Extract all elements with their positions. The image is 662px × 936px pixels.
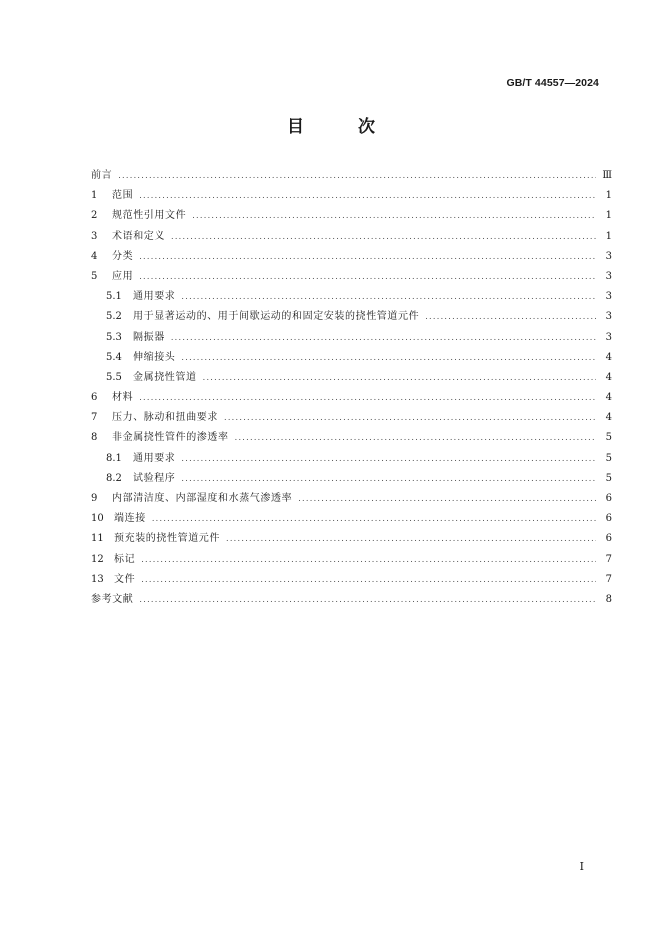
toc-leader-dots	[181, 348, 596, 368]
toc-entry-label: 伸缩接头	[133, 351, 176, 363]
toc-leader-dots	[118, 166, 596, 186]
toc-entry-number: 1	[91, 190, 98, 202]
toc-entry[interactable]	[91, 368, 612, 388]
toc-entry[interactable]	[91, 590, 612, 610]
toc-leader-dots	[139, 388, 596, 408]
toc-entry-label: 隔振器	[133, 331, 165, 343]
toc-entry-label: 规范性引用文件	[112, 210, 187, 222]
toc-leader-dots	[171, 227, 596, 247]
toc-entry-page: Ⅲ	[602, 170, 612, 181]
toc-entry-label: 试验程序	[133, 472, 176, 484]
toc-entry[interactable]	[91, 166, 612, 186]
toc-leader-dots	[181, 287, 596, 307]
toc-leader-dots	[152, 509, 596, 529]
toc-entry-number: 2	[91, 210, 98, 222]
toc-entry-number: 8	[91, 432, 98, 444]
toc-entry[interactable]	[91, 428, 612, 448]
toc-leader-dots	[181, 449, 596, 469]
toc-leader-dots	[141, 550, 596, 570]
toc-entry-label: 非金属挠性管件的渗透率	[112, 432, 229, 444]
toc-entry[interactable]	[91, 267, 612, 287]
toc-entry-number: 13	[91, 573, 104, 585]
toc-entry-number: 5.5	[106, 371, 122, 383]
toc-entry[interactable]	[91, 307, 612, 327]
toc-leader-dots	[425, 307, 596, 327]
toc-entry[interactable]	[91, 348, 612, 368]
toc-entry-label: 文件	[114, 573, 136, 585]
toc-leader-dots	[235, 428, 596, 448]
toc-entry-page: 6	[605, 513, 612, 525]
toc-entry-label: 用于显著运动的、用于间歇运动的和固定安装的挠性管道元件	[133, 311, 420, 323]
toc-entry-page: 6	[605, 493, 612, 504]
toc-entry-number: 4	[91, 250, 98, 262]
toc-entry[interactable]	[91, 489, 612, 509]
toc-entry-page: 3	[605, 331, 612, 343]
toc-entry-label: 内部清洁度、内部湿度和水蒸气渗透率	[112, 493, 293, 504]
toc-entry-label: 分类	[112, 250, 134, 262]
toc-entry-number: 5.2	[106, 311, 122, 323]
toc-entry-label: 材料	[112, 392, 134, 404]
toc-entry-page: 1	[605, 230, 612, 242]
toc-entry-page: 3	[605, 291, 612, 303]
toc-entry-page: 4	[605, 392, 612, 404]
toc-entry-label: 应用	[112, 270, 134, 282]
toc-entry[interactable]	[91, 388, 612, 408]
toc-entry[interactable]	[91, 570, 612, 590]
toc-leader-dots	[139, 590, 596, 610]
toc-leader-dots	[171, 328, 596, 348]
toc-entry[interactable]	[91, 469, 612, 489]
toc-entry-label: 通用要求	[133, 452, 176, 464]
toc-entry-page: 3	[605, 311, 612, 323]
toc-entry-page: 5	[605, 472, 612, 484]
toc-leader-dots	[226, 529, 596, 549]
toc-entry-label: 预充装的挠性管道元件	[114, 533, 220, 545]
toc-entry-label: 术语和定义	[112, 230, 165, 242]
toc-entry-page: 3	[605, 270, 612, 282]
toc-entry[interactable]	[91, 227, 612, 247]
toc-entry-number: 9	[91, 493, 98, 504]
toc-entry-label: 前言	[91, 170, 113, 181]
toc-entry[interactable]	[91, 449, 612, 469]
toc-entry-label: 标记	[114, 553, 136, 565]
toc-entry-number: 5.3	[106, 331, 122, 343]
toc-entry-page: 7	[605, 553, 612, 565]
toc-entry-label: 金属挠性管道	[133, 371, 197, 383]
toc-entry-number: 8.2	[106, 472, 122, 484]
toc-leader-dots	[139, 247, 596, 267]
page-title: 目 次	[287, 117, 399, 137]
toc-entry-number: 6	[91, 392, 98, 404]
toc-leader-dots	[181, 469, 596, 489]
toc-leader-dots	[224, 408, 596, 428]
toc-entry-number: 5	[91, 270, 98, 282]
table-of-contents	[91, 166, 612, 610]
toc-leader-dots	[139, 267, 596, 287]
toc-entry-page: 4	[605, 412, 612, 424]
toc-leader-dots	[298, 489, 596, 509]
page-number: I	[579, 860, 584, 873]
toc-entry-page: 4	[605, 371, 612, 383]
toc-entry[interactable]	[91, 550, 612, 570]
toc-entry-number: 8.1	[106, 452, 122, 464]
toc-entry-page: 8	[605, 593, 612, 605]
toc-entry-label: 范围	[112, 190, 134, 202]
toc-leader-dots	[141, 570, 596, 590]
toc-entry[interactable]	[91, 529, 612, 549]
toc-entry[interactable]	[91, 287, 612, 307]
toc-entry-page: 1	[605, 190, 612, 202]
toc-entry-number: 5.1	[106, 291, 122, 303]
toc-entry-label: 压力、脉动和扭曲要求	[112, 412, 218, 424]
toc-leader-dots	[192, 206, 596, 226]
toc-entry[interactable]	[91, 509, 612, 529]
toc-entry-number: 12	[91, 553, 104, 565]
toc-entry-label: 参考文献	[91, 593, 134, 605]
toc-entry-page: 4	[605, 351, 612, 363]
toc-entry-number: 10	[91, 513, 104, 525]
toc-entry-page: 6	[605, 533, 612, 545]
standard-code: GB/T 44557—2024	[506, 77, 599, 89]
toc-entry-page: 1	[605, 210, 612, 222]
toc-entry-number: 7	[91, 412, 98, 424]
toc-entry[interactable]	[91, 206, 612, 226]
toc-entry-number: 3	[91, 230, 98, 242]
toc-entry-page: 5	[605, 432, 612, 444]
toc-entry-label: 通用要求	[133, 291, 176, 303]
toc-entry-number: 11	[91, 533, 104, 545]
toc-entry-page: 5	[605, 452, 612, 464]
toc-entry[interactable]	[91, 247, 612, 267]
toc-leader-dots	[139, 186, 596, 206]
toc-entry[interactable]	[91, 186, 612, 206]
toc-entry[interactable]	[91, 328, 612, 348]
toc-entry-label: 端连接	[114, 513, 146, 525]
toc-entry-page: 3	[605, 250, 612, 262]
toc-entry-number: 5.4	[106, 351, 122, 363]
toc-entry-page: 7	[605, 573, 612, 585]
toc-entry[interactable]	[91, 408, 612, 428]
toc-leader-dots	[203, 368, 596, 388]
